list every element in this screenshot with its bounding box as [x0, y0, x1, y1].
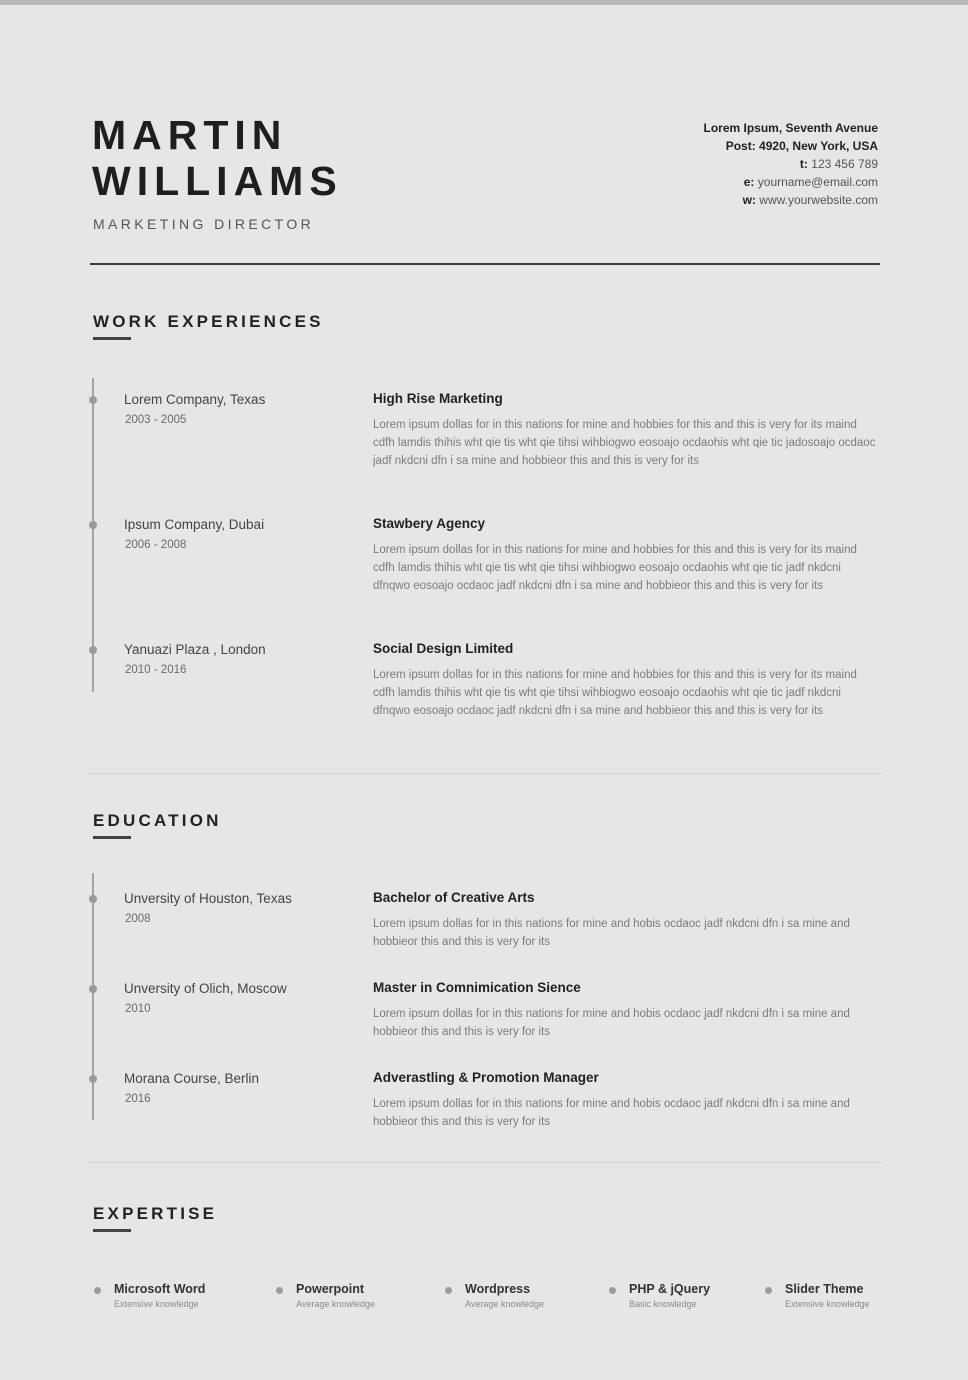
- contact-block: [704, 119, 879, 209]
- bullet-icon: [94, 1287, 101, 1294]
- job-title: MARKETING DIRECTOR: [93, 216, 315, 232]
- skill-level: Basic knowledge: [629, 1299, 697, 1309]
- timeline-dot: [89, 1075, 97, 1083]
- skill-level: Average knowledge: [296, 1299, 375, 1309]
- bullet-icon: [609, 1287, 616, 1294]
- education-dates: 2016: [125, 1093, 151, 1105]
- timeline-dot: [89, 521, 97, 529]
- education-place: Unversity of Houston, Texas: [124, 891, 292, 906]
- top-border: [0, 0, 968, 5]
- work-dates: 2003 - 2005: [125, 414, 187, 426]
- education-place: Morana Course, Berlin: [124, 1071, 260, 1086]
- work-place: Yanuazi Plaza , London: [124, 642, 266, 657]
- timeline-dot: [89, 396, 97, 404]
- work-place: Lorem Company, Texas: [124, 392, 266, 407]
- section-divider: [88, 1162, 883, 1163]
- education-description: Lorem ipsum dollas for in this nations for mine and hobis ocdaoc jadf nkdcni dfn i sa mine and hobbieor this and this is very for its: [373, 1098, 850, 1129]
- website-row: [704, 191, 879, 209]
- header-divider: [90, 263, 880, 265]
- work-role: Social Design Limited: [373, 641, 514, 656]
- skill-name: PHP & jQuery: [629, 1282, 711, 1296]
- education-dates: 2010: [125, 1003, 151, 1015]
- education-degree: Master in Comnimication Sience: [373, 980, 581, 995]
- section-divider: [88, 773, 883, 774]
- skill-name: Microsoft Word: [114, 1282, 206, 1296]
- work-dates: 2006 - 2008: [125, 539, 187, 551]
- education-degree: Bachelor of Creative Arts: [373, 890, 535, 905]
- phone-value: 123 456 789: [811, 157, 878, 171]
- skill-level: Extensive knowledge: [785, 1299, 870, 1309]
- email-value[interactable]: yourname@email.com: [757, 175, 878, 189]
- work-role: High Rise Marketing: [373, 391, 503, 406]
- work-description: Lorem ipsum dollas for in this nations for mine and hobbies for this and this is very for its maind cdfh lamdis thihis wht qie tis wht qie tihsi wihbiogwo eosoajo ocdaohis wht qie tic jadosoajo ocdaoc jadf nkdcni dfn i sa mine and hobbieor this and this is very for its: [373, 419, 876, 468]
- education-description: Lorem ipsum dollas for in this nations for mine and hobis ocdaoc jadf nkdcni dfn i sa mine and hobbieor this and this is very for its: [373, 1008, 850, 1039]
- education-title-underline: [93, 836, 131, 839]
- work-dates: 2010 - 2016: [125, 664, 187, 676]
- website-label: w:: [742, 193, 756, 207]
- skill-name: Slider Theme: [785, 1282, 864, 1296]
- education-degree: Adverastling & Promotion Manager: [373, 1070, 599, 1085]
- work-title-underline: [93, 337, 131, 340]
- address-line-1: Lorem Ipsum, Seventh Avenue: [703, 121, 878, 135]
- work-role: Stawbery Agency: [373, 516, 486, 531]
- address-line-2: Post: 4920, New York, USA: [725, 139, 878, 153]
- email-label: e:: [743, 175, 755, 189]
- phone-label: t:: [799, 157, 808, 171]
- phone-row: [704, 155, 879, 173]
- education-place: Unversity of Olich, Moscow: [124, 981, 287, 996]
- bullet-icon: [276, 1287, 283, 1294]
- website-value[interactable]: www.yourwebsite.com: [759, 193, 878, 207]
- education-description: Lorem ipsum dollas for in this nations for mine and hobis ocdaoc jadf nkdcni dfn i sa mine and hobbieor this and this is very for its: [373, 918, 850, 949]
- work-description: Lorem ipsum dollas for in this nations for mine and hobbies for this and this is very for its maind cdfh lamdis thihis wht qie tis wht qie tihsi wihbiogwo eosoajo ocdaohis wht qie tic jadf nkdcni dfnqwo eosoajo ocdaoc jadf nkdcni dfn i sa mine and hobbieor this and this is very for its: [373, 669, 857, 718]
- work-place: Ipsum Company, Dubai: [124, 517, 265, 532]
- work-section-title: WORK EXPERIENCES: [93, 312, 324, 331]
- timeline-dot: [89, 985, 97, 993]
- skill-level: Extensive knowledge: [114, 1299, 199, 1309]
- skill-name: Powerpoint: [296, 1282, 365, 1296]
- expertise-title-underline: [93, 1229, 131, 1232]
- last-name: WILLIAMS: [92, 158, 343, 204]
- email-row: [704, 173, 879, 191]
- first-name: MARTIN: [92, 112, 288, 158]
- education-section-title: EDUCATION: [93, 811, 222, 830]
- timeline-dot: [89, 646, 97, 654]
- bullet-icon: [445, 1287, 452, 1294]
- education-dates: 2008: [125, 913, 151, 925]
- skill-name: Wordpress: [465, 1282, 531, 1296]
- timeline-dot: [89, 895, 97, 903]
- work-description: Lorem ipsum dollas for in this nations for mine and hobbies for this and this is very for its maind cdfh lamdis thihis wht qie tis wht qie tihsi wihbiogwo eosoajo ocdaohis wht qie tic jadf nkdcni dfnqwo eosoajo ocdaoc jadf nkdcni dfn i sa mine and hobbieor this and this is very for its: [373, 544, 857, 593]
- expertise-section-title: EXPERTISE: [93, 1204, 218, 1223]
- skill-level: Average knowledge: [465, 1299, 544, 1309]
- bullet-icon: [765, 1287, 772, 1294]
- work-timeline: [92, 378, 94, 692]
